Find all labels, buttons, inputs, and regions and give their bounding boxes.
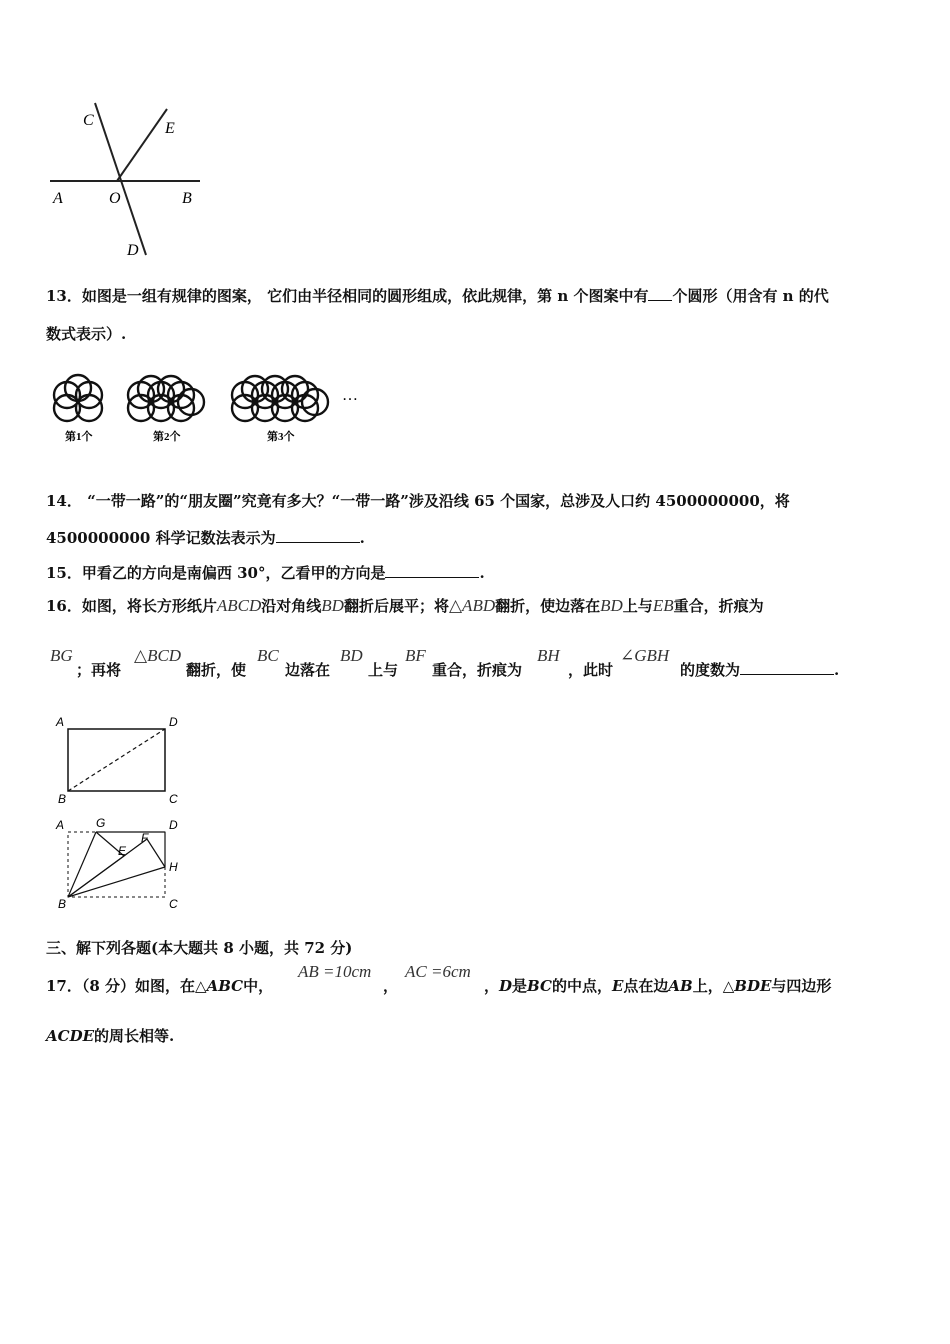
q17-ab: AB xyxy=(668,977,693,995)
q16-line2-tail xyxy=(680,660,839,680)
q17-e: E xyxy=(611,977,624,995)
q14-line2 xyxy=(46,528,365,548)
q17-p3: ， xyxy=(484,977,500,995)
q16-text-5: 上与 xyxy=(622,597,653,615)
top-label-d: D xyxy=(169,715,178,729)
q16-text-3: 翻折后展平；将 xyxy=(343,597,449,615)
q13-text-b: 个圆形（用含有 n 的代 xyxy=(672,287,829,305)
q16-math-abcd: ABCD xyxy=(216,596,262,615)
q16-text-l2-3: 边落在 xyxy=(285,661,331,679)
q15-end: . xyxy=(479,564,485,582)
bottom-label-g: G xyxy=(96,816,106,830)
top-label-c: C xyxy=(169,792,178,806)
line-cd xyxy=(95,103,146,255)
q16-math-bd-2: BD xyxy=(600,596,623,615)
q16-math-bd: BD xyxy=(321,596,344,615)
q15-answer-blank[interactable] xyxy=(385,563,479,578)
q17-p7: 上，△ xyxy=(692,977,735,995)
q14-text: 4500000000 科学记数法表示为 xyxy=(46,529,276,547)
q16-math-bcd: △BCD xyxy=(134,646,182,665)
label-c: C xyxy=(83,112,94,129)
q17-l2-text: 的周长相等. xyxy=(94,1027,175,1045)
label-d: D xyxy=(127,242,139,259)
q16-math-abd: △ABD xyxy=(448,596,496,615)
q16-answer-blank[interactable] xyxy=(740,660,834,675)
q17-abc: ABC xyxy=(206,977,244,995)
ray-oe xyxy=(117,109,167,181)
q13-line1 xyxy=(46,286,829,306)
q17-math-ac: AC =6cm xyxy=(405,962,471,981)
q16-math-eb: EB xyxy=(652,596,674,615)
q17-text-2 xyxy=(484,976,831,996)
caption-2: 第2个 xyxy=(153,431,181,443)
q16-text-l2-4: 上与 xyxy=(368,661,399,679)
q14-answer-blank[interactable] xyxy=(276,528,360,543)
q17-d: D xyxy=(499,977,513,995)
q16-math-bh: BH xyxy=(537,646,560,665)
q17-line2 xyxy=(46,1026,174,1046)
label-e: E xyxy=(165,120,175,137)
bottom-label-c: C xyxy=(169,897,178,911)
q17-p1: 17．（8 分）如图，在△ xyxy=(46,977,207,995)
q14-end: . xyxy=(359,529,365,547)
q15-line xyxy=(46,563,485,583)
bottom-label-e: E xyxy=(118,844,127,858)
top-label-a: A xyxy=(56,715,65,729)
ellipsis: … xyxy=(342,387,358,404)
q16-text-l2-2: 翻折，使 xyxy=(186,661,247,679)
q17-bde: BDE xyxy=(734,977,772,995)
q16-text-l2-1: ；再将 xyxy=(76,661,122,679)
bottom-label-h: H xyxy=(169,860,178,874)
q16-math-bg: BG xyxy=(50,646,73,665)
label-o: O xyxy=(109,190,121,207)
q16-math-bc: BC xyxy=(257,646,279,665)
label-a: A xyxy=(53,190,63,207)
q17-math-ab: AB =10cm xyxy=(298,962,372,981)
bottom-label-b: B xyxy=(58,897,67,911)
q16-text-1: 16．如图，将长方形纸片 xyxy=(46,597,217,615)
q17-acde: ACDE xyxy=(46,1027,95,1045)
q16-text-6: 重合，折痕为 xyxy=(673,597,764,615)
q13-text-a: 13．如图是一组有规律的图案， 它们由半径相同的圆形组成，依此规律，第 n 个图案中有 xyxy=(46,287,649,305)
q17-p4: 是 xyxy=(512,977,528,995)
circle-pattern-figure xyxy=(45,362,375,452)
q17-p8: 与四边形 xyxy=(771,977,832,995)
q17-p6: 点在边 xyxy=(623,977,669,995)
q16-text-4: 翻折，使边落在 xyxy=(495,597,601,615)
q15-text: 15．甲看乙的方向是南偏西 30°，乙看甲的方向是 xyxy=(46,564,386,582)
q16-text-2: 沿对角线 xyxy=(261,597,322,615)
angle-figure xyxy=(45,95,215,265)
q16-text-l2-6: ，此时 xyxy=(568,661,614,679)
q16-text-l2-5: 重合，折痕为 xyxy=(432,661,523,679)
q16-math-bd-3: BD xyxy=(340,646,363,665)
q13-line2: 数式表示）. xyxy=(46,325,127,343)
q16-math-gbh: ∠GBH xyxy=(620,646,670,665)
q17-p2: 中， xyxy=(243,977,274,995)
bottom-label-f: F xyxy=(141,831,149,845)
label-b: B xyxy=(182,190,192,207)
q17-p5: 的中点， xyxy=(551,977,612,995)
q17-text-1 xyxy=(46,976,273,996)
q16-line1 xyxy=(46,596,764,616)
q16-end: . xyxy=(834,661,840,679)
q17-bc: BC xyxy=(527,977,552,995)
rectangle-fold-figure xyxy=(52,712,192,912)
q13-answer-blank[interactable] xyxy=(648,286,672,301)
caption-3: 第3个 xyxy=(267,431,295,443)
bottom-label-a: A xyxy=(56,818,65,832)
q16-text-l2-7: 的度数为 xyxy=(680,661,741,679)
section3-title: 三、解下列各题(本大题共 8 小题，共 72 分) xyxy=(46,939,353,957)
top-label-b: B xyxy=(58,792,67,806)
bottom-label-d: D xyxy=(169,818,178,832)
caption-1: 第1个 xyxy=(65,431,93,443)
q14-line1: 14． “一带一路”的“朋友圈”究竟有多大？“一带一路”涉及沿线 65 个国家，总涉及人口约 4500000000，将 xyxy=(46,492,790,510)
q17-comma: ， xyxy=(383,977,399,995)
q16-math-bf: BF xyxy=(405,646,426,665)
